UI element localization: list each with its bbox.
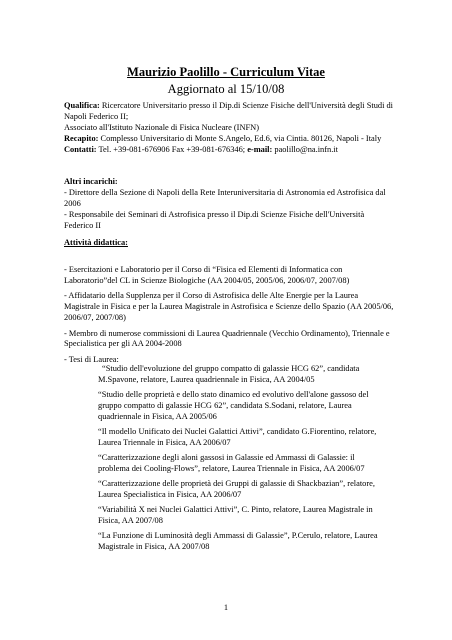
tesi-item: “Variabilità X nei Nuclei Galattici Attivi”, C. Pinto, relatore, Laurea Magistrale in Fisica, AA 2007/08 <box>98 504 373 525</box>
associato-line: Associato all'Istituto Nazionale di Fisica Nucleare (INFN) <box>64 122 260 132</box>
page-title: Maurizio Paolillo - Curriculum Vitae <box>127 65 325 79</box>
altri-item: - Direttore della Sezione di Napoli della Rete Interuniversitaria di Astronomia ed Astrofisica dal 2006 <box>64 187 386 208</box>
didattica-heading-block <box>64 238 394 249</box>
qualifica-label: Qualifica: <box>64 101 100 110</box>
didattica-heading: Attività didattica: <box>64 238 128 247</box>
page-subtitle: Aggiornato al 15/10/08 <box>167 82 285 96</box>
didattica-item: - Esercitazioni e Laboratorio per il Corso di “Fisica ed Elementi di Informatica con Laboratorio”del CL in Scienze Biologiche (AA 2004/05, 2005/06, 2006/07, 2007/08) <box>64 265 350 285</box>
tesi-item: “Il modello Unificato dei Nuclei Galattici Attivi”, candidato G.Fiorentino, relatore, Laurea Triennale in Fisica, AA 2006/07 <box>98 426 377 447</box>
altri-heading: Altri incarichi: <box>64 177 118 186</box>
tesi-list <box>98 364 388 557</box>
tesi-item: “Studio dell'evoluzione del gruppo compatto di galassie HCG 62”, candidata M.Spavone, relatore, Laurea quadriennale in Fisica, AA 2004/05 <box>98 364 360 384</box>
didattica-item: - Affidatario della Supplenza per il Corso di Astrofisica delle Alte Energie per la Laurea Magistrale in Fisica e per la Laurea Magistrale in Astrofisica e Scienze dello Spazio (AA 2005/06, 2006/07, 2007/08) <box>64 291 394 323</box>
contact-block <box>64 101 394 156</box>
qualifica-text: Ricercatore Universitario presso il Dip.di Scienze Fisiche dell'Università degli Studi di Napoli Federico II; <box>64 101 393 121</box>
contatti-label: Contatti: <box>64 144 97 154</box>
page-number: 1 <box>223 603 229 612</box>
email-label: e-mail: <box>247 144 273 154</box>
altri-item: - Responsabile dei Seminari di Astrofisica presso il Dip.di Scienze Fisiche dell'Università Federico II <box>64 209 365 230</box>
altri-incarichi-block <box>64 177 394 232</box>
qualifica-line <box>64 101 394 123</box>
recapito-label: Recapito: <box>64 133 99 143</box>
tesi-item: “Caratterizzazione delle proprietà dei Gruppi di galassie di Shackbazian”, relatore, Laurea Specialistica in Fisica, AA 2006/07 <box>98 478 375 499</box>
tesi-heading: - Tesi di Laurea: <box>64 354 119 364</box>
tesi-item: “Caratterizzazione degli aloni gassosi in Galassie ed Ammassi di Galassie: il problema dei Cooling-Flows”, relatore, Laurea Triennale in Fisica, AA 2006/07 <box>98 452 365 473</box>
email-text[interactable]: paolillo@na.infn.it <box>272 144 338 154</box>
recapito-text: Complesso Universitario di Monte S.Angelo, Ed.6, via Cintia. 80126, Napoli - Italy <box>98 133 382 143</box>
didattica-item: - Membro di numerose commissioni di Laurea Quadriennale (Vecchio Ordinamento), Triennale e Specialistica per gli AA 2004-2008 <box>64 328 390 349</box>
tesi-item: “La Funzione di Luminosità degli Ammassi di Galassie”, P.Cerulo, relatore, Laurea Magistrale in Fisica, AA 2007/08 <box>98 530 378 551</box>
contatti-line <box>64 145 394 156</box>
contatti-text: Tel. +39-081-676906 Fax +39-081-676346; <box>96 144 248 154</box>
tesi-item: “Studio delle proprietà e dello stato dinamico ed evolutivo dell'alone gassoso del gruppo compatto di galassie HCG 62”, candidata S.Sodani, relatore, Laurea quadriennale in Fisica, AA 2005/06 <box>98 390 369 421</box>
didattica-block <box>64 265 394 370</box>
recapito-line <box>64 134 394 145</box>
